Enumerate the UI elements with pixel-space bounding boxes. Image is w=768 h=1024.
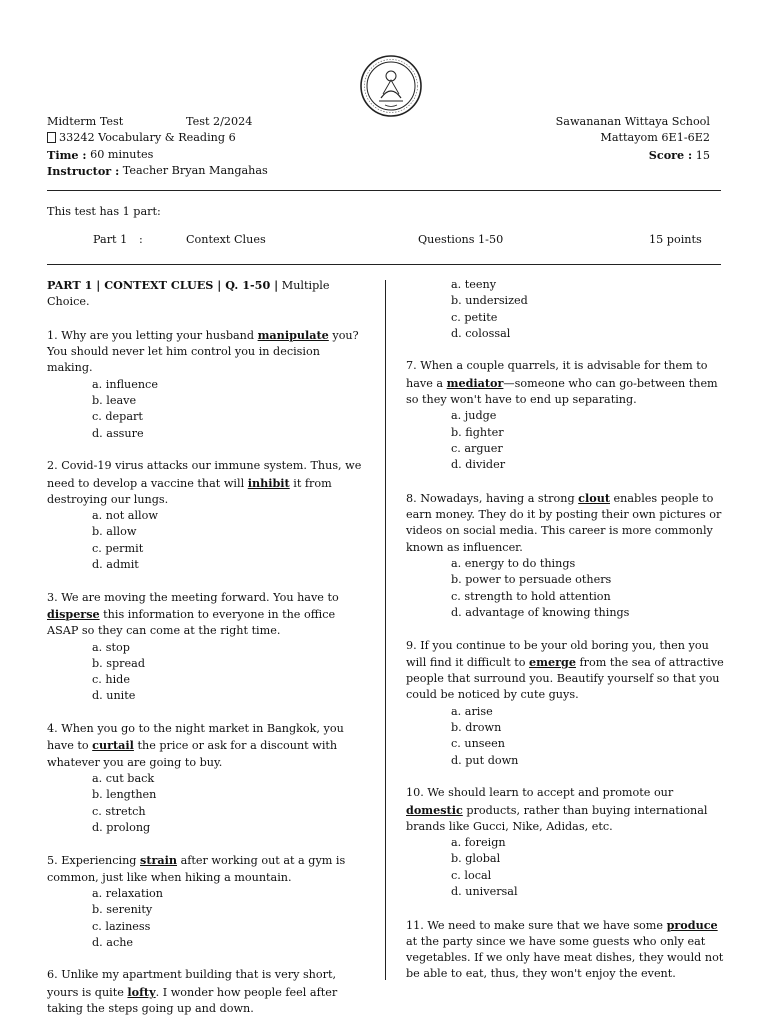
option-c: c. unseen [451, 737, 505, 751]
header-right [556, 114, 710, 164]
question-9 [406, 638, 724, 769]
option-c: c. local [451, 868, 492, 882]
option-c: c. arguer [451, 441, 503, 455]
question-10 [406, 785, 724, 900]
question-11 [406, 917, 724, 983]
target-word: mediator [446, 375, 504, 390]
school-seal-logo [359, 54, 423, 118]
question-stem: 6. Unlike my apartment building that is very short, yours is quite lofty. I wonder how people feel after taking the steps going up and down. [47, 968, 338, 1016]
option-b: b. allow [92, 525, 137, 539]
header-left [47, 114, 377, 179]
target-word: lofty [127, 984, 156, 999]
instructor-value: Teacher Bryan Mangahas [122, 163, 268, 177]
test-label: Midterm Test [47, 115, 124, 128]
part-separator: : [139, 233, 143, 246]
question-4 [47, 721, 365, 836]
header-divider [47, 190, 721, 191]
class-names: Mattayom 6E1-6E2 [600, 131, 710, 145]
part-questions: Questions 1-50 [418, 233, 504, 246]
option-b: b. global [451, 852, 501, 866]
book-icon [47, 132, 56, 143]
option-c: c. stretch [92, 804, 146, 818]
option-c: c. hide [92, 673, 130, 687]
time-value: 60 minutes [90, 147, 154, 161]
option-b: b. leave [92, 394, 137, 408]
right-column [406, 277, 724, 983]
option-d: d. ache [92, 935, 134, 949]
option-d: d. unite [92, 689, 136, 703]
question-stem: 5. Experiencing strain after working out at a gym is common, just like when hiking a mountain. [47, 853, 346, 884]
option-c: c. strength to hold attention [451, 589, 611, 603]
question-6-options [406, 277, 724, 342]
option-a: a. stop [92, 640, 130, 654]
question-8 [406, 490, 724, 621]
part-title: Context Clues [186, 233, 266, 246]
time-label: Time : [47, 147, 87, 162]
question-stem: 11. We need to make sure that we have some produce at the party since we have some guests who only eat vegetables. If we only have meat dishes, they would not be able to eat, thus, they won't enjoy the event. [406, 917, 724, 981]
target-word: inhibit [247, 475, 290, 490]
left-column [47, 277, 365, 1017]
question-stem: 9. If you continue to be your old boring you, then you will find it difficult to emerge from the sea of attractive people that surround you. Beautify yourself so that you could be noticed by cute guys. [406, 638, 724, 702]
target-word: curtail [92, 738, 134, 753]
section-heading: PART 1 | CONTEXT CLUES | Q. 1-50 | Multiple Choice. [47, 278, 330, 309]
option-d: d. colossal [451, 326, 511, 340]
option-d: d. universal [451, 884, 518, 898]
option-b: b. spread [92, 656, 145, 670]
option-b: b. fighter [451, 425, 504, 439]
option-a: a. judge [451, 409, 497, 423]
part-name: Part 1 [93, 233, 128, 246]
option-b: b. drown [451, 721, 502, 735]
question-stem: 7. When a couple quarrels, it is advisable for them to have a mediator—someone who can go-between them so they won't have to end up separating. [406, 359, 718, 407]
question-1 [47, 327, 365, 442]
test-intro: This test has 1 part: [47, 205, 161, 218]
part-points: 15 points [649, 233, 702, 246]
question-stem: 3. We are moving the meeting forward. You have to disperse this information to everyone in the office ASAP so they can come at the right time. [47, 590, 339, 638]
option-a: a. teeny [451, 278, 497, 291]
column-divider [385, 280, 386, 980]
option-b: b. lengthen [92, 788, 157, 802]
question-7 [406, 358, 724, 473]
option-a: a. cut back [92, 771, 155, 785]
option-d: d. admit [92, 558, 139, 572]
option-d: d. advantage of knowing things [451, 605, 630, 619]
target-word: domestic [406, 802, 463, 817]
target-word: disperse [47, 606, 100, 621]
option-a: a. not allow [92, 509, 158, 523]
target-word: produce [666, 917, 718, 932]
question-stem: 4. When you go to the night market in Bangkok, you have to curtail the price or ask for a discount with whatever you are going to buy. [47, 722, 344, 769]
option-d: d. assure [92, 426, 144, 440]
option-a: a. influence [92, 377, 158, 391]
option-c: c. laziness [92, 919, 151, 933]
question-5 [47, 852, 365, 951]
target-word: manipulate [257, 327, 329, 342]
target-word: strain [140, 853, 178, 868]
question-6 [47, 967, 365, 1017]
question-stem: 2. Covid-19 virus attacks our immune system. Thus, we need to develop a vaccine that will inhibit it from destroying our lungs. [47, 459, 362, 506]
score-label: Score : [648, 147, 693, 162]
option-c: c. petite [451, 310, 498, 324]
question-2 [47, 458, 365, 573]
question-stem: 1. Why are you letting your husband manipulate you? You should never let him control you in decision making. [47, 327, 359, 375]
question-stem: 8. Nowadays, having a strong clout enables people to earn money. They do it by posting their own pictures or videos on social media. This career is more commonly known as influencer. [406, 490, 722, 554]
option-b: b. undersized [451, 294, 528, 308]
instructor-label: Instructor : [47, 163, 120, 178]
option-a: a. arise [451, 704, 493, 718]
test-term: Test 2/2024 [186, 115, 253, 128]
course-name: 33242 Vocabulary & Reading 6 [59, 131, 236, 145]
option-a: a. foreign [451, 836, 506, 850]
option-b: b. serenity [92, 903, 153, 917]
option-c: c. permit [92, 541, 144, 555]
option-d: d. put down [451, 753, 519, 767]
option-d: d. prolong [92, 820, 151, 834]
parts-divider [47, 264, 721, 265]
school-name: Sawananan Wittaya School [555, 115, 710, 128]
score-value: 15 [695, 148, 710, 162]
option-b: b. power to persuade others [451, 573, 612, 587]
question-3 [47, 590, 365, 705]
part-summary-row [0, 232, 768, 250]
question-stem: 10. We should learn to accept and promote our domestic products, rather than buying international brands like Gucci, Nike, Adidas, etc. [406, 786, 708, 833]
target-word: clout [578, 490, 610, 505]
option-d: d. divider [451, 458, 506, 472]
option-a: a. relaxation [92, 886, 163, 900]
target-word: emerge [529, 654, 576, 669]
option-c: c. depart [92, 410, 143, 424]
option-a: a. energy to do things [451, 557, 576, 571]
